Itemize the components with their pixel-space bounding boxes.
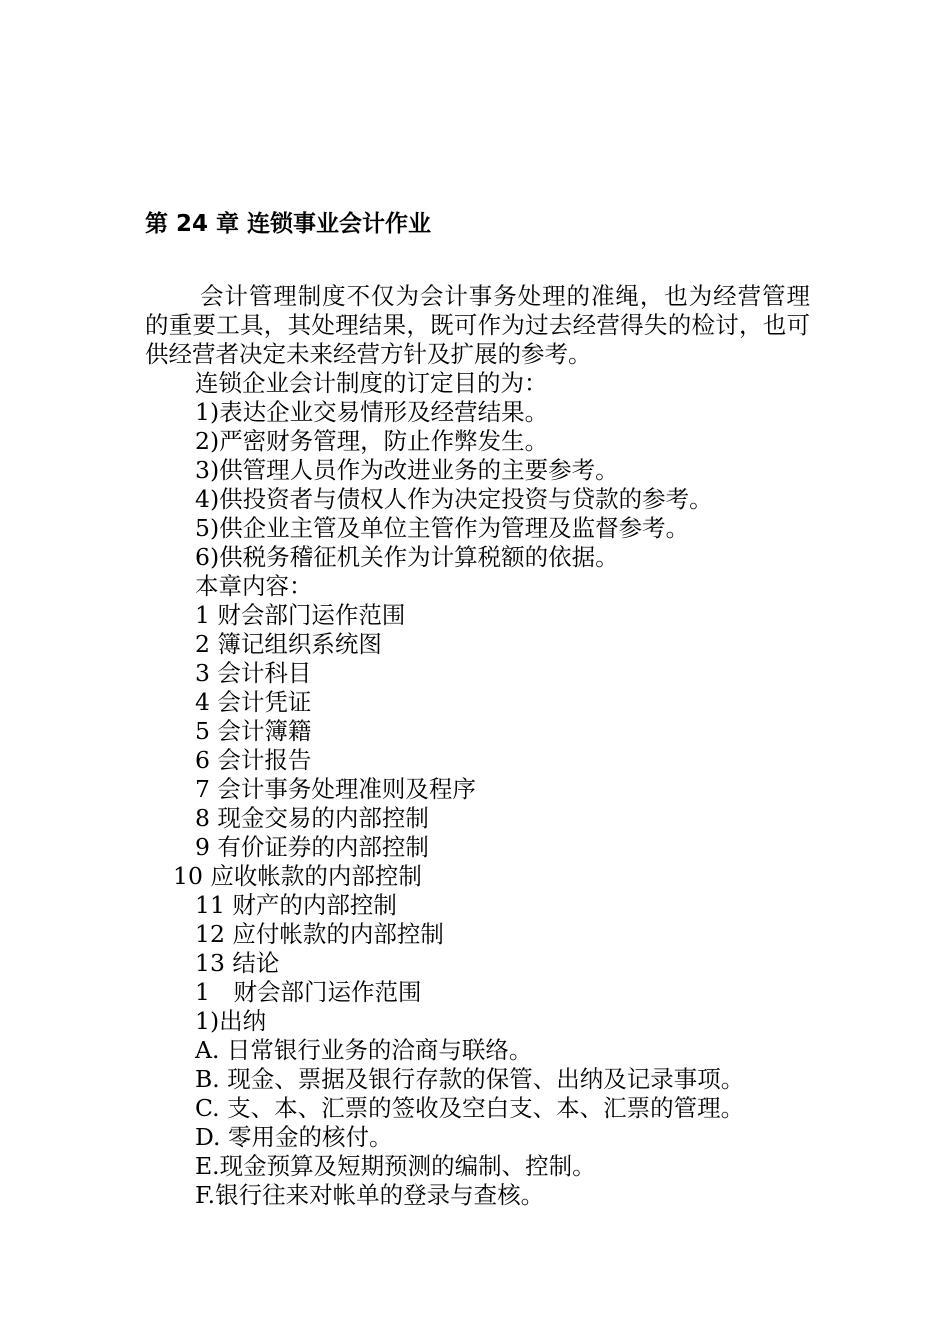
chapter-title: 第 24 章 连锁事业会计作业 — [145, 211, 432, 237]
contents-item: 7 会计事务处理准则及程序 — [195, 775, 476, 803]
document-body — [145, 282, 810, 1210]
purpose-item: 1)表达企业交易情形及经营结果。 — [195, 398, 549, 426]
contents-item: 11 财产的内部控制 — [195, 891, 397, 919]
purpose-heading: 连锁企业会计制度的订定目的为： — [195, 369, 548, 397]
contents-item: 6 会计报告 — [195, 746, 312, 774]
duty-item: F.银行往来对帐单的登录与查核。 — [195, 1181, 545, 1209]
contents-item: 5 会计簿籍 — [195, 717, 312, 745]
contents-item: 2 簿记组织系统图 — [195, 630, 382, 658]
contents-item: 13 结论 — [195, 949, 280, 977]
contents-item: 10 应收帐款的内部控制 — [173, 862, 422, 890]
subsection-heading: 1)出纳 — [195, 1007, 267, 1035]
purpose-item: 2)严密财务管理，防止作弊发生。 — [195, 427, 549, 455]
contents-item: 1 财会部门运作范围 — [195, 601, 406, 629]
duty-item: D. 零用金的核付。 — [195, 1123, 393, 1151]
section-heading: 1 财会部门运作范围 — [195, 978, 422, 1006]
contents-item: 9 有价证券的内部控制 — [195, 833, 429, 861]
purpose-item: 3)供管理人员作为改进业务的主要参考。 — [195, 456, 619, 484]
contents-item: 4 会计凭证 — [195, 688, 312, 716]
intro-paragraph: 会计管理制度不仅为会计事务处理的准绳，也为经营管理的重要工具，其处理结果，既可作为过去经营得失的检讨，也可供经营者决定未来经营方针及扩展的参考。 — [145, 282, 810, 368]
duty-item: A. 日常银行业务的洽商与联络。 — [195, 1036, 533, 1064]
duty-item: C. 支、本、汇票的签收及空白支、本、汇票的管理。 — [195, 1094, 745, 1122]
purpose-item: 5)供企业主管及单位主管作为管理及监督参考。 — [195, 514, 690, 542]
purpose-item: 4)供投资者与债权人作为决定投资与贷款的参考。 — [195, 485, 713, 513]
contents-item: 8 现金交易的内部控制 — [195, 804, 429, 832]
contents-heading: 本章内容： — [195, 572, 313, 600]
contents-item: 12 应付帐款的内部控制 — [195, 920, 444, 948]
purpose-item: 6)供税务稽征机关作为计算税额的依据。 — [195, 543, 619, 571]
duty-item: B. 现金、票据及银行存款的保管、出纳及记录事项。 — [195, 1065, 745, 1093]
contents-item: 3 会计科目 — [195, 659, 312, 687]
duty-item: E.现金预算及短期预测的编制、控制。 — [195, 1152, 596, 1180]
